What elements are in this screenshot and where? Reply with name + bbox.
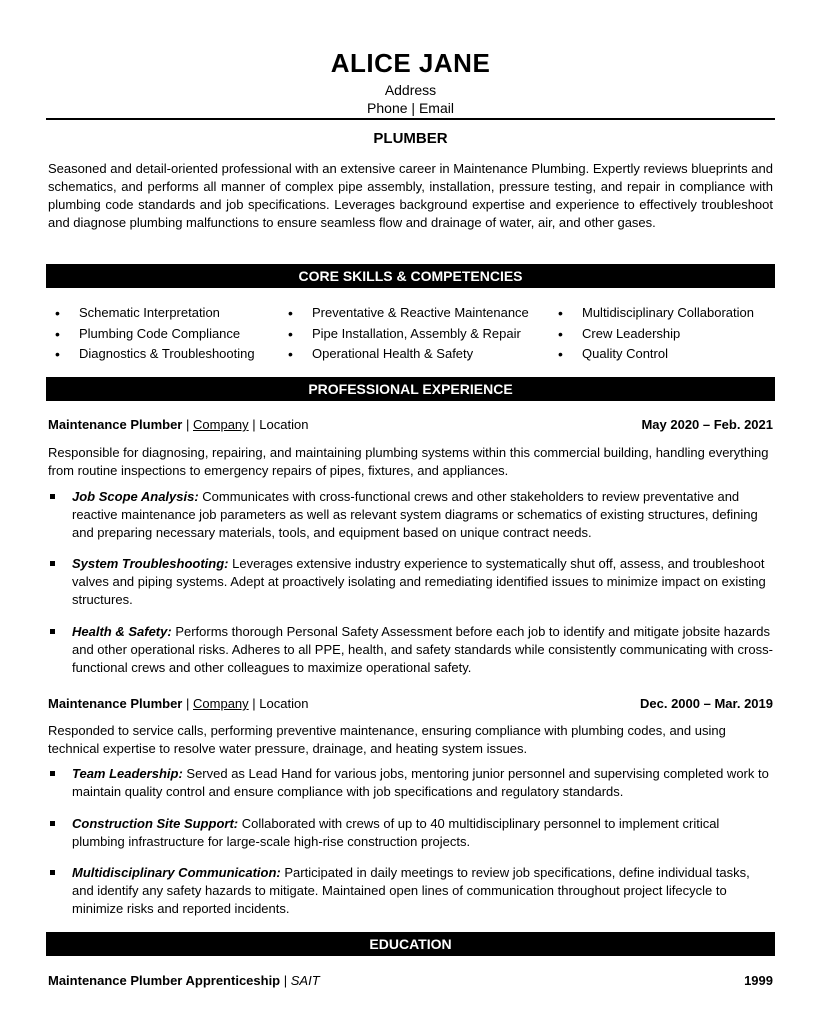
achievement-text: Communicates with cross-functional crews and other stakeholders to review preventative and reactive maintenance job parameters as well as relevant system diagrams or schematics of existing structures, defining and preparing necessary materials, tools, and equipment based on unique contract needs. <box>72 489 758 540</box>
separator: | <box>252 417 256 432</box>
achievement-text: Collaborated with crews of up to 40 multidisciplinary personnel to implement critical plumbing infrastructure for large-scale high-rise construction projects. <box>72 816 720 849</box>
header-divider <box>46 118 775 120</box>
skill-item: • Schematic Interpretation <box>48 303 281 324</box>
professional-summary: Seasoned and detail-oriented professional with an extensive career in Maintenance Plumbing. Expertly reviews blueprints and schematics, and performs all manner of complex pipe assembly, installation, pressure testing, and repair in compliance with plumbing code standards and job specifications. Leverages background expertise and experience to effectively troubleshoot and diagnose plumbing malfunctions to ensure seamless flow and drainage of water, air, and other gases. <box>48 161 773 230</box>
company-link[interactable]: Company <box>193 417 249 432</box>
achievement-item <box>48 864 773 918</box>
education-line <box>48 973 320 988</box>
job-title-line <box>48 417 308 432</box>
job-header <box>48 696 773 711</box>
square-bullet-icon <box>50 629 55 634</box>
job-title: Maintenance Plumber <box>48 696 183 711</box>
square-bullet-icon <box>50 870 55 875</box>
achievement-lead: Construction Site Support: <box>72 816 239 831</box>
skill-item: • Diagnostics & Troubleshooting <box>48 344 281 365</box>
separator: | <box>252 696 256 711</box>
achievement-text: Participated in daily meetings to review job specifications, define individual tasks, and identify any safety hazards to mitigate. Maintained open lines of communication throughout project lifecycle to minimize risks and reported incidents. <box>72 865 750 916</box>
square-bullet-icon <box>50 494 55 499</box>
degree: Maintenance Plumber Apprenticeship <box>48 973 281 988</box>
achievement-lead: System Troubleshooting: <box>72 556 229 571</box>
job-location: Location <box>259 696 309 711</box>
job-header <box>48 417 773 432</box>
achievement-lead: Health & Safety: <box>72 624 172 639</box>
achievement-item <box>48 623 773 677</box>
skill-item: • Crew Leadership <box>551 324 773 345</box>
achievement-text: Served as Lead Hand for various jobs, mentoring junior personnel and supervising completed work to maintain quality control and ensure compliance with job specifications and regulatory standards. <box>72 766 769 799</box>
job-dates: May 2020 – Feb. 2021 <box>641 417 773 432</box>
square-bullet-icon <box>50 771 55 776</box>
job-title-line <box>48 696 308 711</box>
skill-item: • Quality Control <box>551 344 773 365</box>
achievement-text: Leverages extensive industry experience to systematically shut off, assess, and troubleshoot valves and piping systems. Adept at proactively isolating and remediating identified issues to minimize impact on existing structures. <box>72 556 766 607</box>
skills-column-1 <box>48 303 281 365</box>
achievement-lead: Team Leadership: <box>72 766 183 781</box>
achievement-item <box>48 815 773 851</box>
job-description: Responded to service calls, performing preventive maintenance, ensuring compliance with plumbing codes, and using technical expertise to resolve water pressure, drainage, and heating system issues. <box>48 723 726 756</box>
section-header-experience: PROFESSIONAL EXPERIENCE <box>46 377 775 401</box>
job-dates: Dec. 2000 – Mar. 2019 <box>640 696 773 711</box>
skill-item: • Multidisciplinary Collaboration <box>551 303 773 324</box>
section-header-skills: CORE SKILLS & COMPETENCIES <box>46 264 775 288</box>
skill-item: • Operational Health & Safety <box>281 344 551 365</box>
skills-column-3 <box>551 303 773 365</box>
achievement-lead: Job Scope Analysis: <box>72 489 199 504</box>
education-year: 1999 <box>744 973 773 988</box>
job-title: Maintenance Plumber <box>48 417 183 432</box>
skill-item: • Preventative & Reactive Maintenance <box>281 303 551 324</box>
role-title: PLUMBER <box>373 130 448 147</box>
skill-item: • Pipe Installation, Assembly & Repair <box>281 324 551 345</box>
school-name: SAIT <box>290 973 320 988</box>
square-bullet-icon <box>50 561 55 566</box>
candidate-name: ALICE JANE <box>330 48 491 78</box>
achievement-item <box>48 765 773 801</box>
job-description: Responsible for diagnosing, repairing, and maintaining plumbing systems within this commercial building, handling everything from routine inspections to emergency repairs of pipes, fixtures, and appliances. <box>48 445 769 478</box>
separator: | <box>186 696 190 711</box>
job-location: Location <box>259 417 309 432</box>
achievement-item <box>48 488 773 542</box>
separator: | <box>283 973 288 988</box>
achievement-lead: Multidisciplinary Communication: <box>72 865 281 880</box>
skills-grid <box>48 303 775 365</box>
section-header-education: EDUCATION <box>46 932 775 956</box>
contact-info: Phone | Email <box>367 100 454 116</box>
skill-item: • Plumbing Code Compliance <box>48 324 281 345</box>
separator: | <box>186 417 190 432</box>
skills-column-2 <box>281 303 551 365</box>
address: Address <box>384 82 437 98</box>
education-entry <box>48 973 773 988</box>
achievement-item <box>48 555 773 609</box>
company-link[interactable]: Company <box>193 696 249 711</box>
achievement-text: Performs thorough Personal Safety Assessment before each job to identify and mitigate jobsite hazards and other operational risks. Adheres to all PPE, health, and safety standards while consistently communicating with cross-functional crews and other colleagues to maximize operational safety. <box>72 624 773 675</box>
square-bullet-icon <box>50 821 55 826</box>
